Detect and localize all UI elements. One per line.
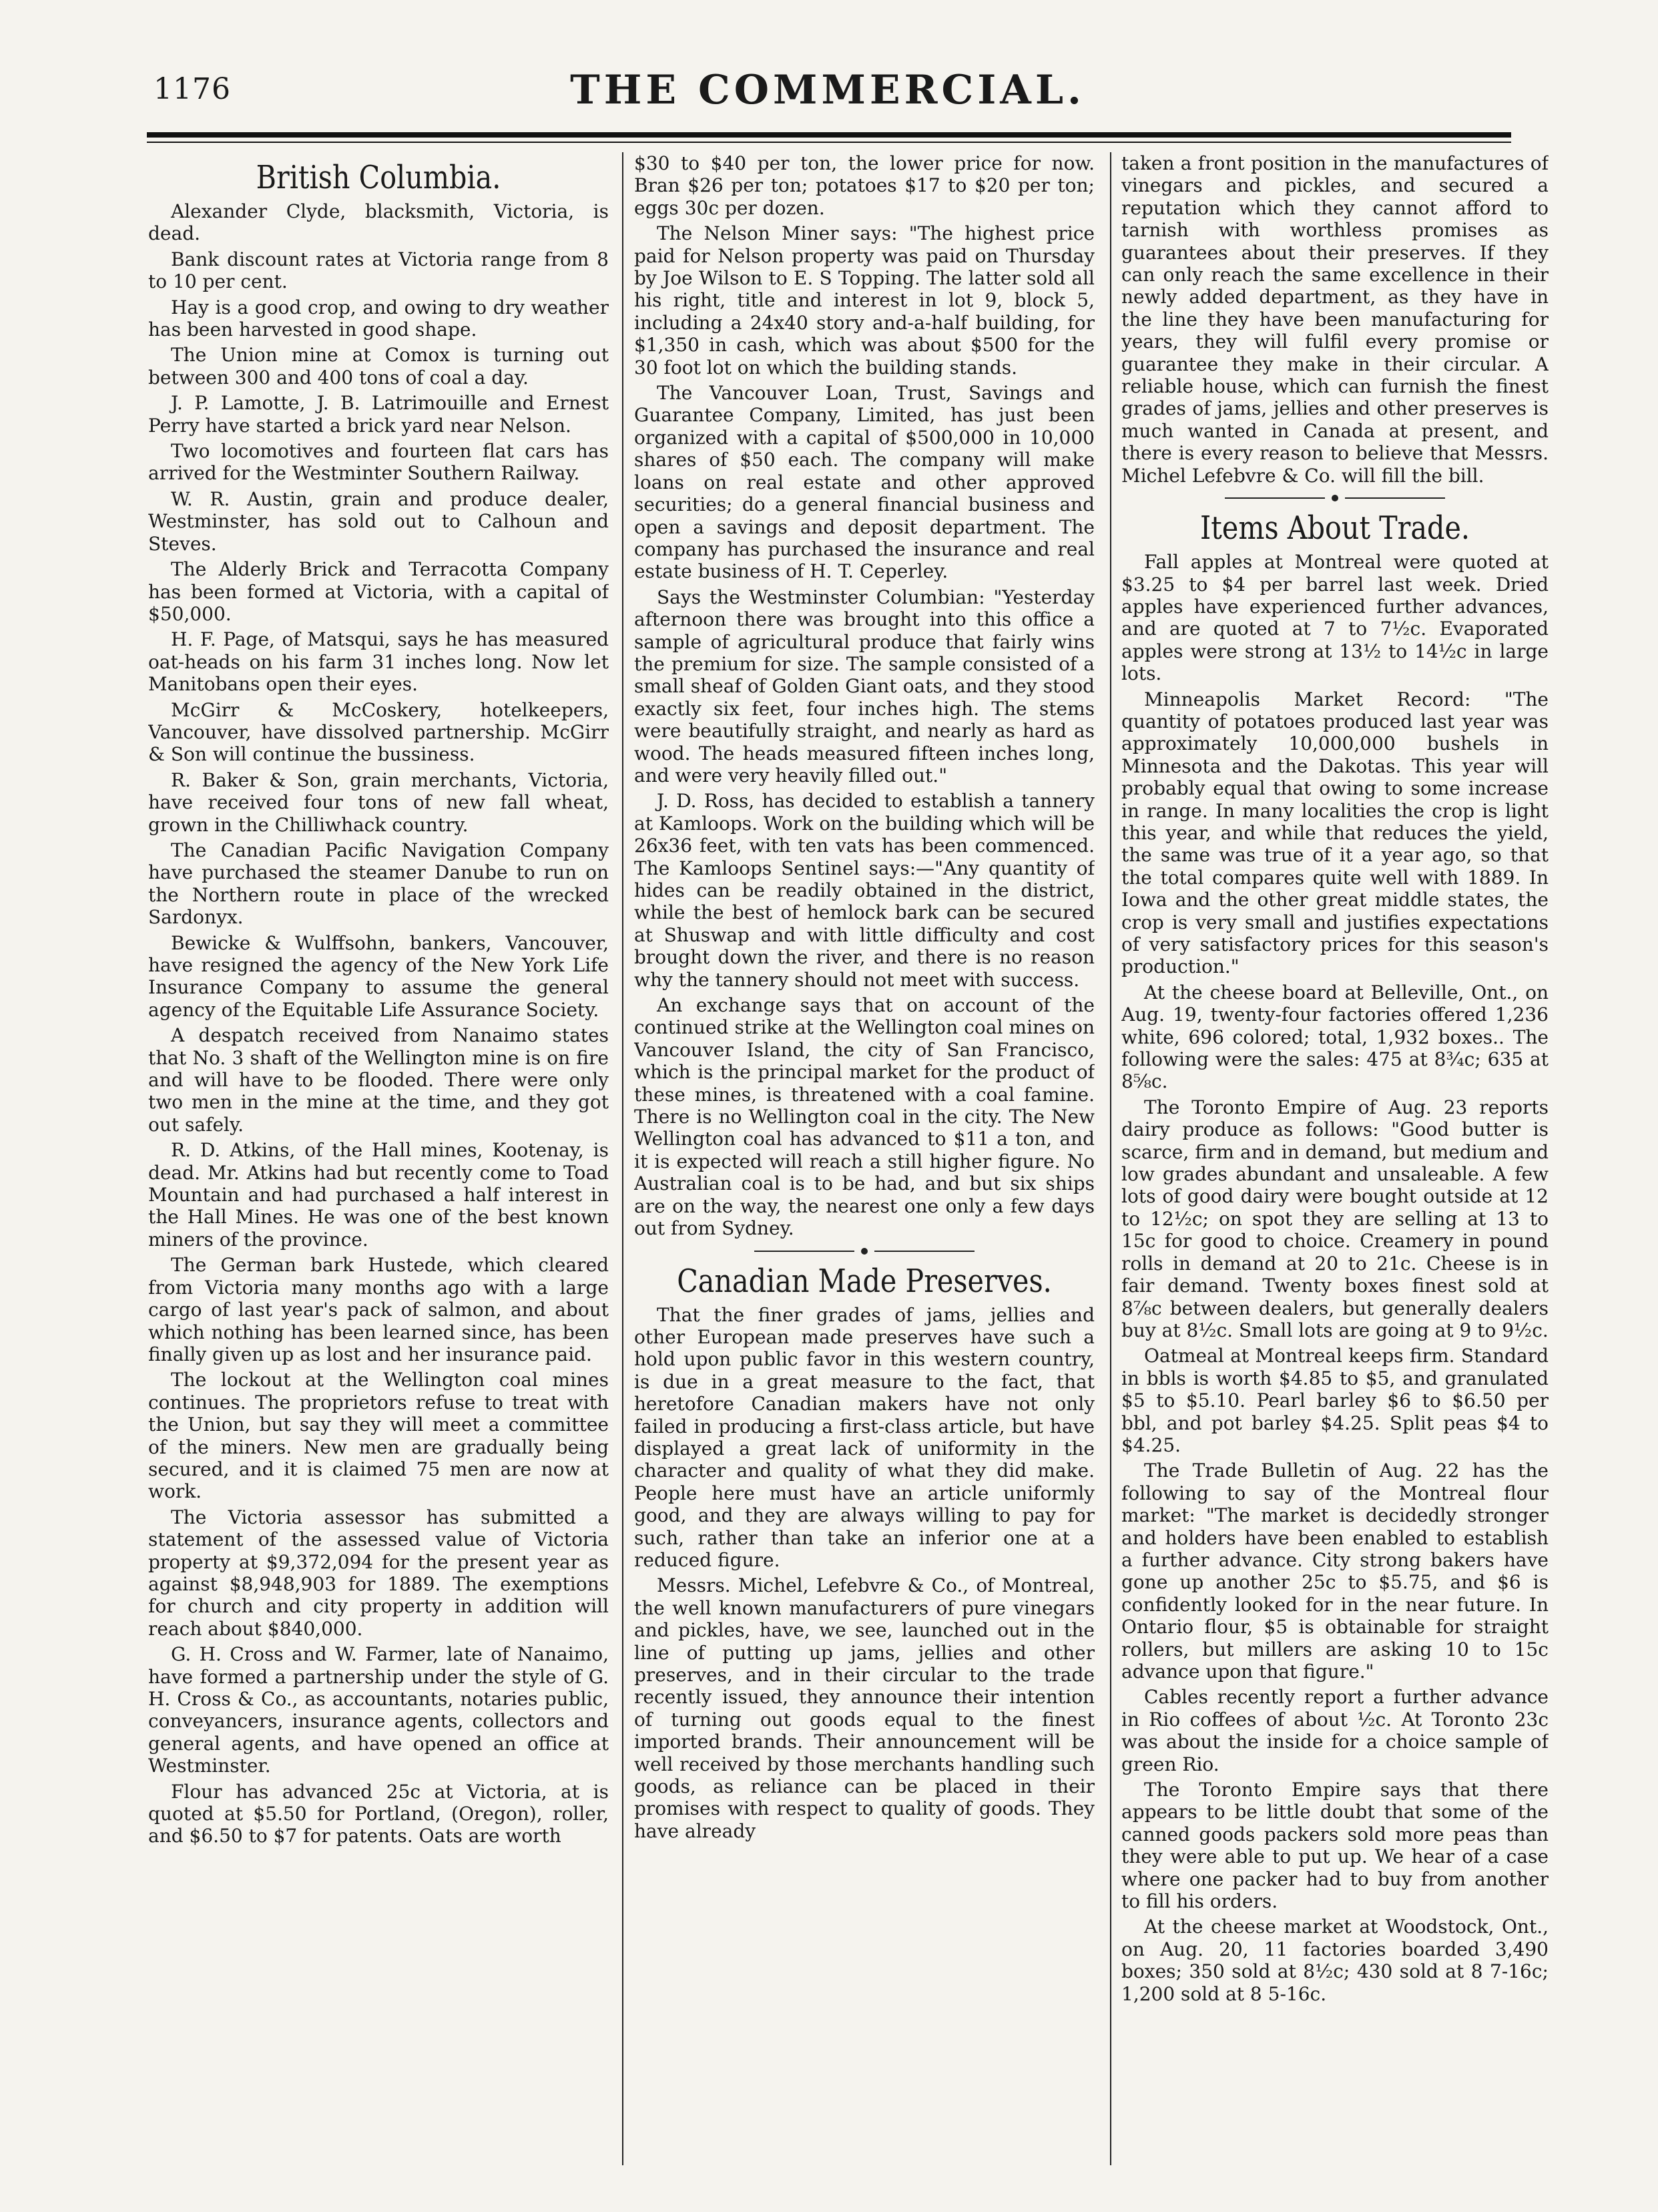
article-paragraph: R. Baker & Son, grain merchants, Victoria, have received four tons of new fall wheat, grown in the Chilliwhack country. — [148, 768, 609, 836]
article-paragraph: Minneapolis Market Record: "The quantity of potatoes produced last year was approximately 10,000,000 bushels in Minnesota and the Dakotas. This year will probably equal that owing to some increase in range. In many localities the crop is light this year, and while that reduces the yield, the same was true of it a year ago, so that the total compares quite well with 1889. In Iowa and the other great middle states, the crop is very small and justifies expectations of very satisfactory prices for this season's production." — [1121, 688, 1549, 978]
article-paragraph: The Nelson Miner says: "The highest price paid for Nelson property was paid on Thursday by Joe Wilson to E. S Topping. The latter sold all his right, title and interest in lot 9, block 5, including a 24x40 story and-a-half building, for $1,350 in cash, which was about $500 for the 30 foot lot on which the building stands. — [634, 222, 1095, 379]
article-paragraph: The German bark Hustede, which cleared from Victoria many months ago with a large cargo of last year's pack of salmon, and about which nothing has been learned since, has been finally given up as lost and her insurance paid. — [148, 1254, 609, 1365]
section-heading: British Columbia. — [256, 159, 501, 196]
column-2 — [634, 152, 1095, 2165]
article-paragraph: An exchange says that on account of the continued strike at the Wellington coal mines on Vancouver Island, the city of San Francisco, which is the principal market for the product of these mines, is threatened with a coal famine. There is no Wellington coal in the city. The New Wellington coal has advanced to $11 a ton, and it is expected will reach a still higher figure. No Australian coal is to be had, and but six ships are on the way, the nearest one only a few days out from Sydney. — [634, 994, 1095, 1240]
article-paragraph: The Vancouver Loan, Trust, Savings and Guarantee Company, Limited, has just been organized with a capital of $500,000 in 10,000 shares of $50 each. The company will make loans on real estate and other approved securities; do a general financial business and open a savings and deposit department. The company has purchased the insurance and real estate business of H. T. Ceperley. — [634, 382, 1095, 583]
header-rule-thick — [147, 132, 1511, 138]
article-paragraph: Messrs. Michel, Lefebvre & Co., of Montreal, the well known manufacturers of pure vinegars and pickles, have, we see, launched out in the line of putting up jams, jellies and other preserves, and in their circular to the trade recently issued, they announce their intention of turning out goods equal to the finest imported brands. Their announcement will be well received by those merchants handling such goods, as reliance can be placed in their promises with respect to quality of goods. They have already — [634, 1574, 1095, 1842]
section-heading: Canadian Made Preserves. — [677, 1262, 1052, 1300]
article-paragraph: W. R. Austin, grain and produce dealer, Westminster, has sold out to Calhoun and Steves. — [148, 487, 609, 555]
article-paragraph: The Toronto Empire of Aug. 23 reports dairy produce as follows: "Good butter is scarce, firm and in demand, but medium and low grades abundant and unsaleable. A few lots of good dairy were bought outside at 12 to 12½c; on spot they are selling at 13 to 15c for good to choice. Creamery in pound rolls in demand at 20 to 21c. Cheese is in fair demand. Twenty boxes finest sold at 8⅞c between dealers, but generally dealers buy at 8½c. Small lots are going at 9 to 9½c. — [1121, 1096, 1549, 1341]
article-paragraph: A despatch received from Nanaimo states that No. 3 shaft of the Wellington mine is on fire and will have to be flooded. There were only two men in the mine at the time, and they got out safely. — [148, 1024, 609, 1136]
header-rule-thin — [147, 142, 1511, 143]
divider-dot — [861, 1248, 868, 1255]
article-paragraph: Hay is a good crop, and owing to dry weather has been harvested in good shape. — [148, 296, 609, 341]
column-rule-2 — [1110, 152, 1111, 2165]
masthead — [154, 67, 1502, 127]
column-3 — [1121, 152, 1549, 2165]
section-divider — [1121, 495, 1549, 501]
article-paragraph: G. H. Cross and W. Farmer, late of Nanaimo, have formed a partnership under the style of G. H. Cross & Co., as accountants, notaries public, conveyancers, insurance agents, collectors and general agents, and have opened an office at Westminster. — [148, 1643, 609, 1777]
divider-bar — [874, 1251, 975, 1252]
divider-bar — [1345, 497, 1445, 499]
article-paragraph: J. P. Lamotte, J. B. Latrimouille and Ernest Perry have started a brick yard near Nelson. — [148, 392, 609, 437]
section-heading: Items About Trade. — [1199, 509, 1470, 547]
divider-bar — [754, 1251, 854, 1252]
article-paragraph: Cables recently report a further advance in Rio coffees of about ½c. At Toronto 23c was about the inside for a choice sample of green Rio. — [1121, 1686, 1549, 1775]
column-1 — [148, 152, 609, 2165]
article-paragraph: Two locomotives and fourteen flat cars has arrived for the Westminter Southern Railway. — [148, 440, 609, 485]
article-paragraph: The Alderly Brick and Terracotta Company has been formed at Victoria, with a capital of $50,000. — [148, 558, 609, 625]
article-paragraph: The Union mine at Comox is turning out between 300 and 400 tons of coal a day. — [148, 344, 609, 389]
article-paragraph: Oatmeal at Montreal keeps firm. Standard in bbls is worth $4.85 to $5, and granulated $5 to $5.10. Pearl barley $6 to $6.50 per bbl, and pot barley $4.25. Split peas $4 to $4.25. — [1121, 1345, 1549, 1456]
section-divider — [634, 1248, 1095, 1255]
journal-title: THE COMMERCIAL. — [570, 67, 1085, 114]
article-paragraph: R. D. Atkins, of the Hall mines, Kootenay, is dead. Mr. Atkins had but recently come to Toad Mountain and had purchased a half interest in the Hall Mines. He was one of the best known miners of the province. — [148, 1139, 609, 1251]
divider-bar — [1225, 497, 1325, 499]
article-paragraph: Says the Westminster Columbian: "Yesterday afternoon there was brought into this office a sample of agricultural produce that fairly wins the premium for size. The sample consisted of a small sheaf of Golden Giant oats, and they stood exactly six feet, four inches high. The stems were beautifully straight, and nearly as hard as wood. The heads measured fifteen inches long, and were very heavily filled out." — [634, 586, 1095, 787]
article-paragraph: That the finer grades of jams, jellies and other European made preserves have such a hold upon public favor in this western country, is due in a great measure to the fact, that heretofore Canadian makers have not only failed in producing a first-class article, but have displayed a great lack of uniformity in the character and quality of what they did make. People here must have an article uniformly good, and they are always willing to pay for such, rather than take an inferior one at a reduced figure. — [634, 1303, 1095, 1571]
article-paragraph: The Victoria assessor has submitted a statement of the assessed value of Victoria property at $9,372,094 for the present year as against $8,948,903 for 1889. The exemptions for church and city property in addition will reach about $840,000. — [148, 1506, 609, 1640]
article-paragraph: J. D. Ross, has decided to establish a tannery at Kamloops. Work on the building which will be 26x36 feet, with ten vats has been commenced. The Kamloops Sentinel says:—"Any quantity of hides can be readily obtained in the district, while the best of hemlock bark can be secured at Shuswap and with little difficulty and cost brought down the river, and there is no reason why the tannery should not meet with success. — [634, 790, 1095, 991]
article-paragraph: The Toronto Empire says that there appears to be little doubt that some of the canned goods packers sold more peas than they were able to put up. We hear of a case where one packer had to buy from another to fill his orders. — [1121, 1779, 1549, 1913]
article-paragraph: Fall apples at Montreal were quoted at $3.25 to $4 per barrel last week. Dried apples have experienced further advances, and are quoted at 7 to 7½c. Evaporated apples were strong at 13½ to 14½c in large lots. — [1121, 551, 1549, 685]
article-paragraph: McGirr & McCoskery, hotelkeepers, Vancouver, have dissolved partnership. McGirr & Son will continue the bussiness. — [148, 698, 609, 766]
article-paragraph: Bewicke & Wulffsohn, bankers, Vancouver, have resigned the agency of the New York Life Insurance Company to assume the general agency of the Equitable Life Assurance Society. — [148, 931, 609, 1021]
article-paragraph: The Trade Bulletin of Aug. 22 has the following to say of the Montreal flour market: "The market is decidedly stronger and holders have been enabled to establish a further advance. City strong bakers have gone up another 25c to $5.75, and $6 is confidently looked for in the near future. In Ontario flour, $5 is obtainable for straight rollers, but millers are asking 10 to 15c advance upon that figure." — [1121, 1460, 1549, 1683]
article-paragraph: The Canadian Pacific Navigation Company have purchased the steamer Danube to run on the Northern route in place of the wrecked Sardonyx. — [148, 839, 609, 929]
article-paragraph: H. F. Page, of Matsqui, says he has measured oat-heads on his farm 31 inches long. Now let Manitobans open their eyes. — [148, 628, 609, 696]
page-number: 1176 — [154, 72, 231, 106]
article-paragraph: $30 to $40 per ton, the lower price for now. Bran $26 per ton; potatoes $17 to $20 per ton; eggs 30c per dozen. — [634, 152, 1095, 219]
column-rule-1 — [622, 152, 623, 2165]
article-paragraph: Flour has advanced 25c at Victoria, at is quoted at $5.50 for Portland, (Oregon), roller, and $6.50 to $7 for patents. Oats are worth — [148, 1780, 609, 1847]
divider-dot — [1332, 495, 1338, 501]
article-paragraph: The lockout at the Wellington coal mines continues. The proprietors refuse to treat with the Union, but say they will meet a committee of the miners. New men are gradually being secured, and it is claimed 75 men are now at work. — [148, 1369, 609, 1503]
article-paragraph: At the cheese market at Woodstock, Ont., on Aug. 20, 11 factories boarded 3,490 boxes; 350 sold at 8½c; 430 sold at 8 7-16c; 1,200 sold at 8 5-16c. — [1121, 1916, 1549, 2005]
article-paragraph: Bank discount rates at Victoria range from 8 to 10 per cent. — [148, 248, 609, 293]
article-paragraph: Alexander Clyde, blacksmith, Victoria, is dead. — [148, 200, 609, 245]
article-paragraph: taken a front position in the manufactures of vinegars and pickles, and secured a reputation which they cannot afford to tarnish with worthless promises as guarantees about their preserves. If they can only reach the same excellence in their newly added department, as they have in the line they have been manufacturing for years, they will fulfil every promise or guarantee they make in their circular. A reliable house, which can furnish the finest grades of jams, jellies and other preserves is much wanted in Canada at present, and there is every reason to believe that Messrs. Michel Lefebvre & Co. will fill the bill. — [1121, 152, 1549, 487]
article-paragraph: At the cheese board at Belleville, Ont., on Aug. 19, twenty-four factories offered 1,236 white, 696 colored; total, 1,932 boxes.. The following were the sales: 475 at 8¾c; 635 at 8⅝c. — [1121, 981, 1549, 1093]
